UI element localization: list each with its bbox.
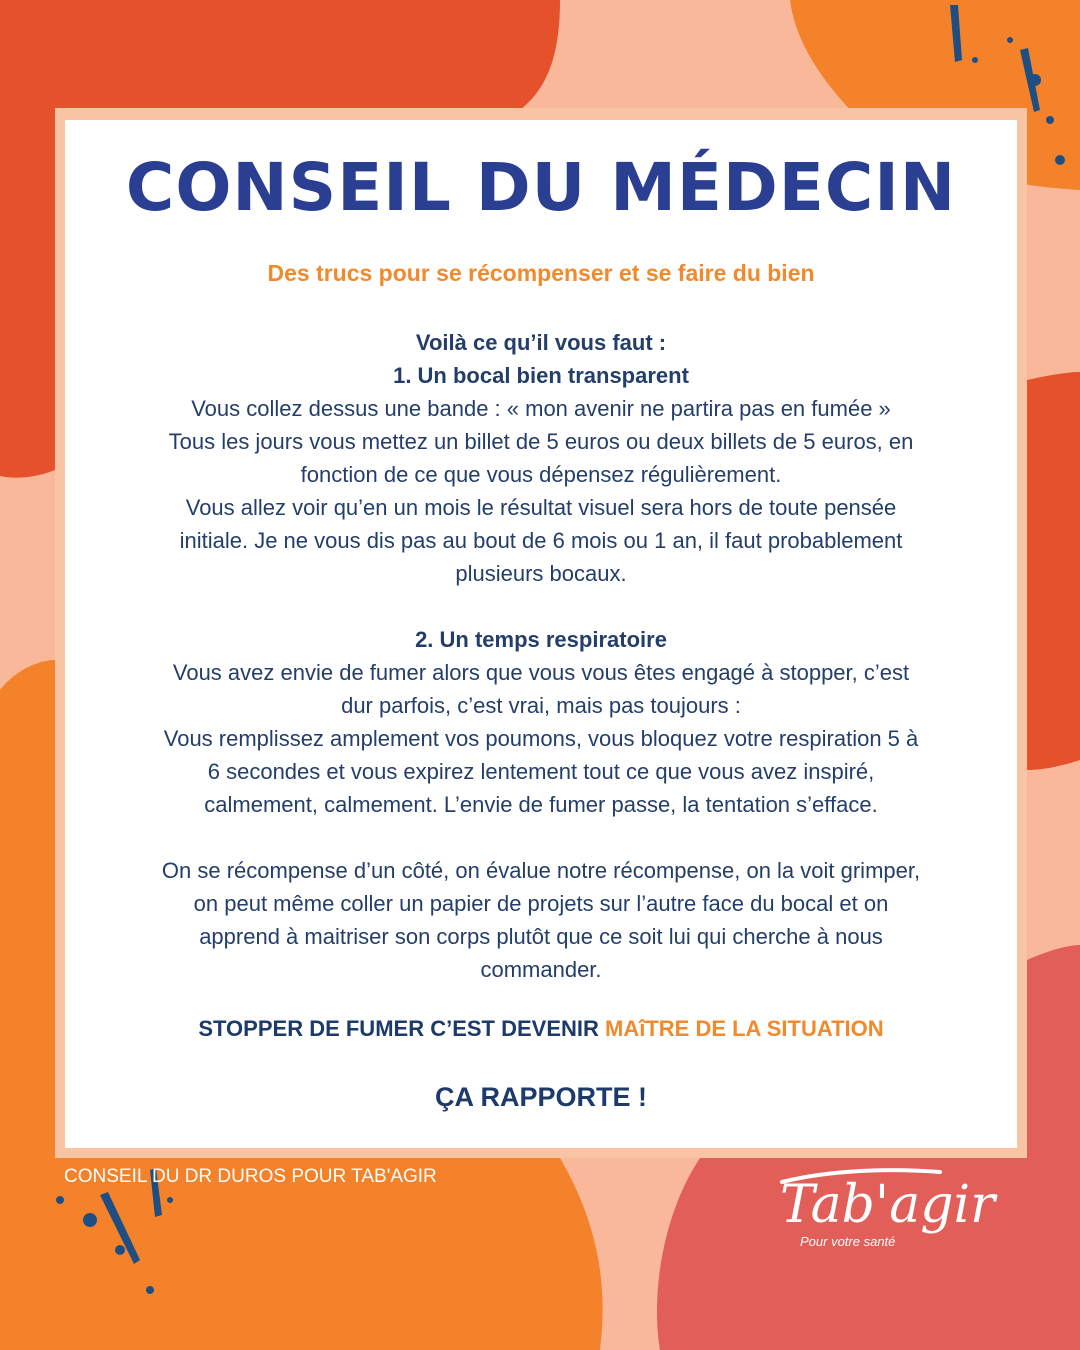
conclusion-line: commander. [480,957,602,982]
conclusion-line: on peut même coller un papier de projets sur l’autre face du bocal et on [193,891,889,916]
section2-line: Vous avez envie de fumer alors que vous vous êtes engagé à stopper, c’est [172,660,910,685]
advice-body [79,326,1003,986]
section1-line: Vous collez dessus une bande : « mon avenir ne partira pas en fumée » [191,396,891,421]
section1-line: Tous les jours vous mettez un billet de 5 euros ou deux billets de 5 euros, en [168,429,914,454]
section2-heading: 2. Un temps respiratoire [415,627,667,652]
content-card [65,120,1017,1148]
conclusion-line: apprend à maitriser son corps plutôt que ce soit lui qui cherche à nous [199,924,883,949]
slogan-part1: STOPPER DE FUMER C’EST DEVENIR [198,1016,605,1041]
svg-text:Tab'agir: Tab'agir [780,1175,996,1235]
slogan-part2: MAîTRE DE LA SITUATION [605,1016,884,1041]
section2-line: calmement, calmement. L’envie de fumer passe, la tentation s’efface. [204,792,878,817]
section1-line: Vous allez voir qu’en un mois le résultat visuel sera hors de toute pensée [185,495,897,520]
section1-heading: 1. Un bocal bien transparent [393,363,689,388]
tabagir-logo [770,1160,1040,1260]
card-frame [55,108,1027,1158]
slogan [65,1016,1017,1042]
subtitle: Des trucs pour se récompenser et se faire du bien [267,260,815,286]
svg-text:Pour votre santé: Pour votre santé [800,1234,896,1249]
page-title: CONSEIL DU MÉDECIN [125,149,957,226]
conclusion-line: On se récompense d’un côté, on évalue notre récompense, on la voit grimper, [161,858,921,883]
section1-line: fonction de ce que vous dépensez régulièrement. [300,462,782,487]
section1-line: plusieurs bocaux. [455,561,627,586]
footer-credit: CONSEIL DU DR DUROS POUR TAB'AGIR [64,1166,437,1187]
section2-line: dur parfois, c’est vrai, mais pas toujours : [341,693,741,718]
section2-line: 6 secondes et vous expirez lentement tout ce que vous avez inspiré, [207,759,875,784]
section2-line: Vous remplissez amplement vos poumons, vous bloquez votre respiration 5 à [163,726,919,751]
intro-line: Voilà ce qu’il vous faut : [415,330,667,355]
closing-line: ÇA RAPPORTE ! [434,1082,647,1112]
section1-line: initiale. Je ne vous dis pas au bout de 6 mois ou 1 an, il faut probablement [179,528,903,553]
